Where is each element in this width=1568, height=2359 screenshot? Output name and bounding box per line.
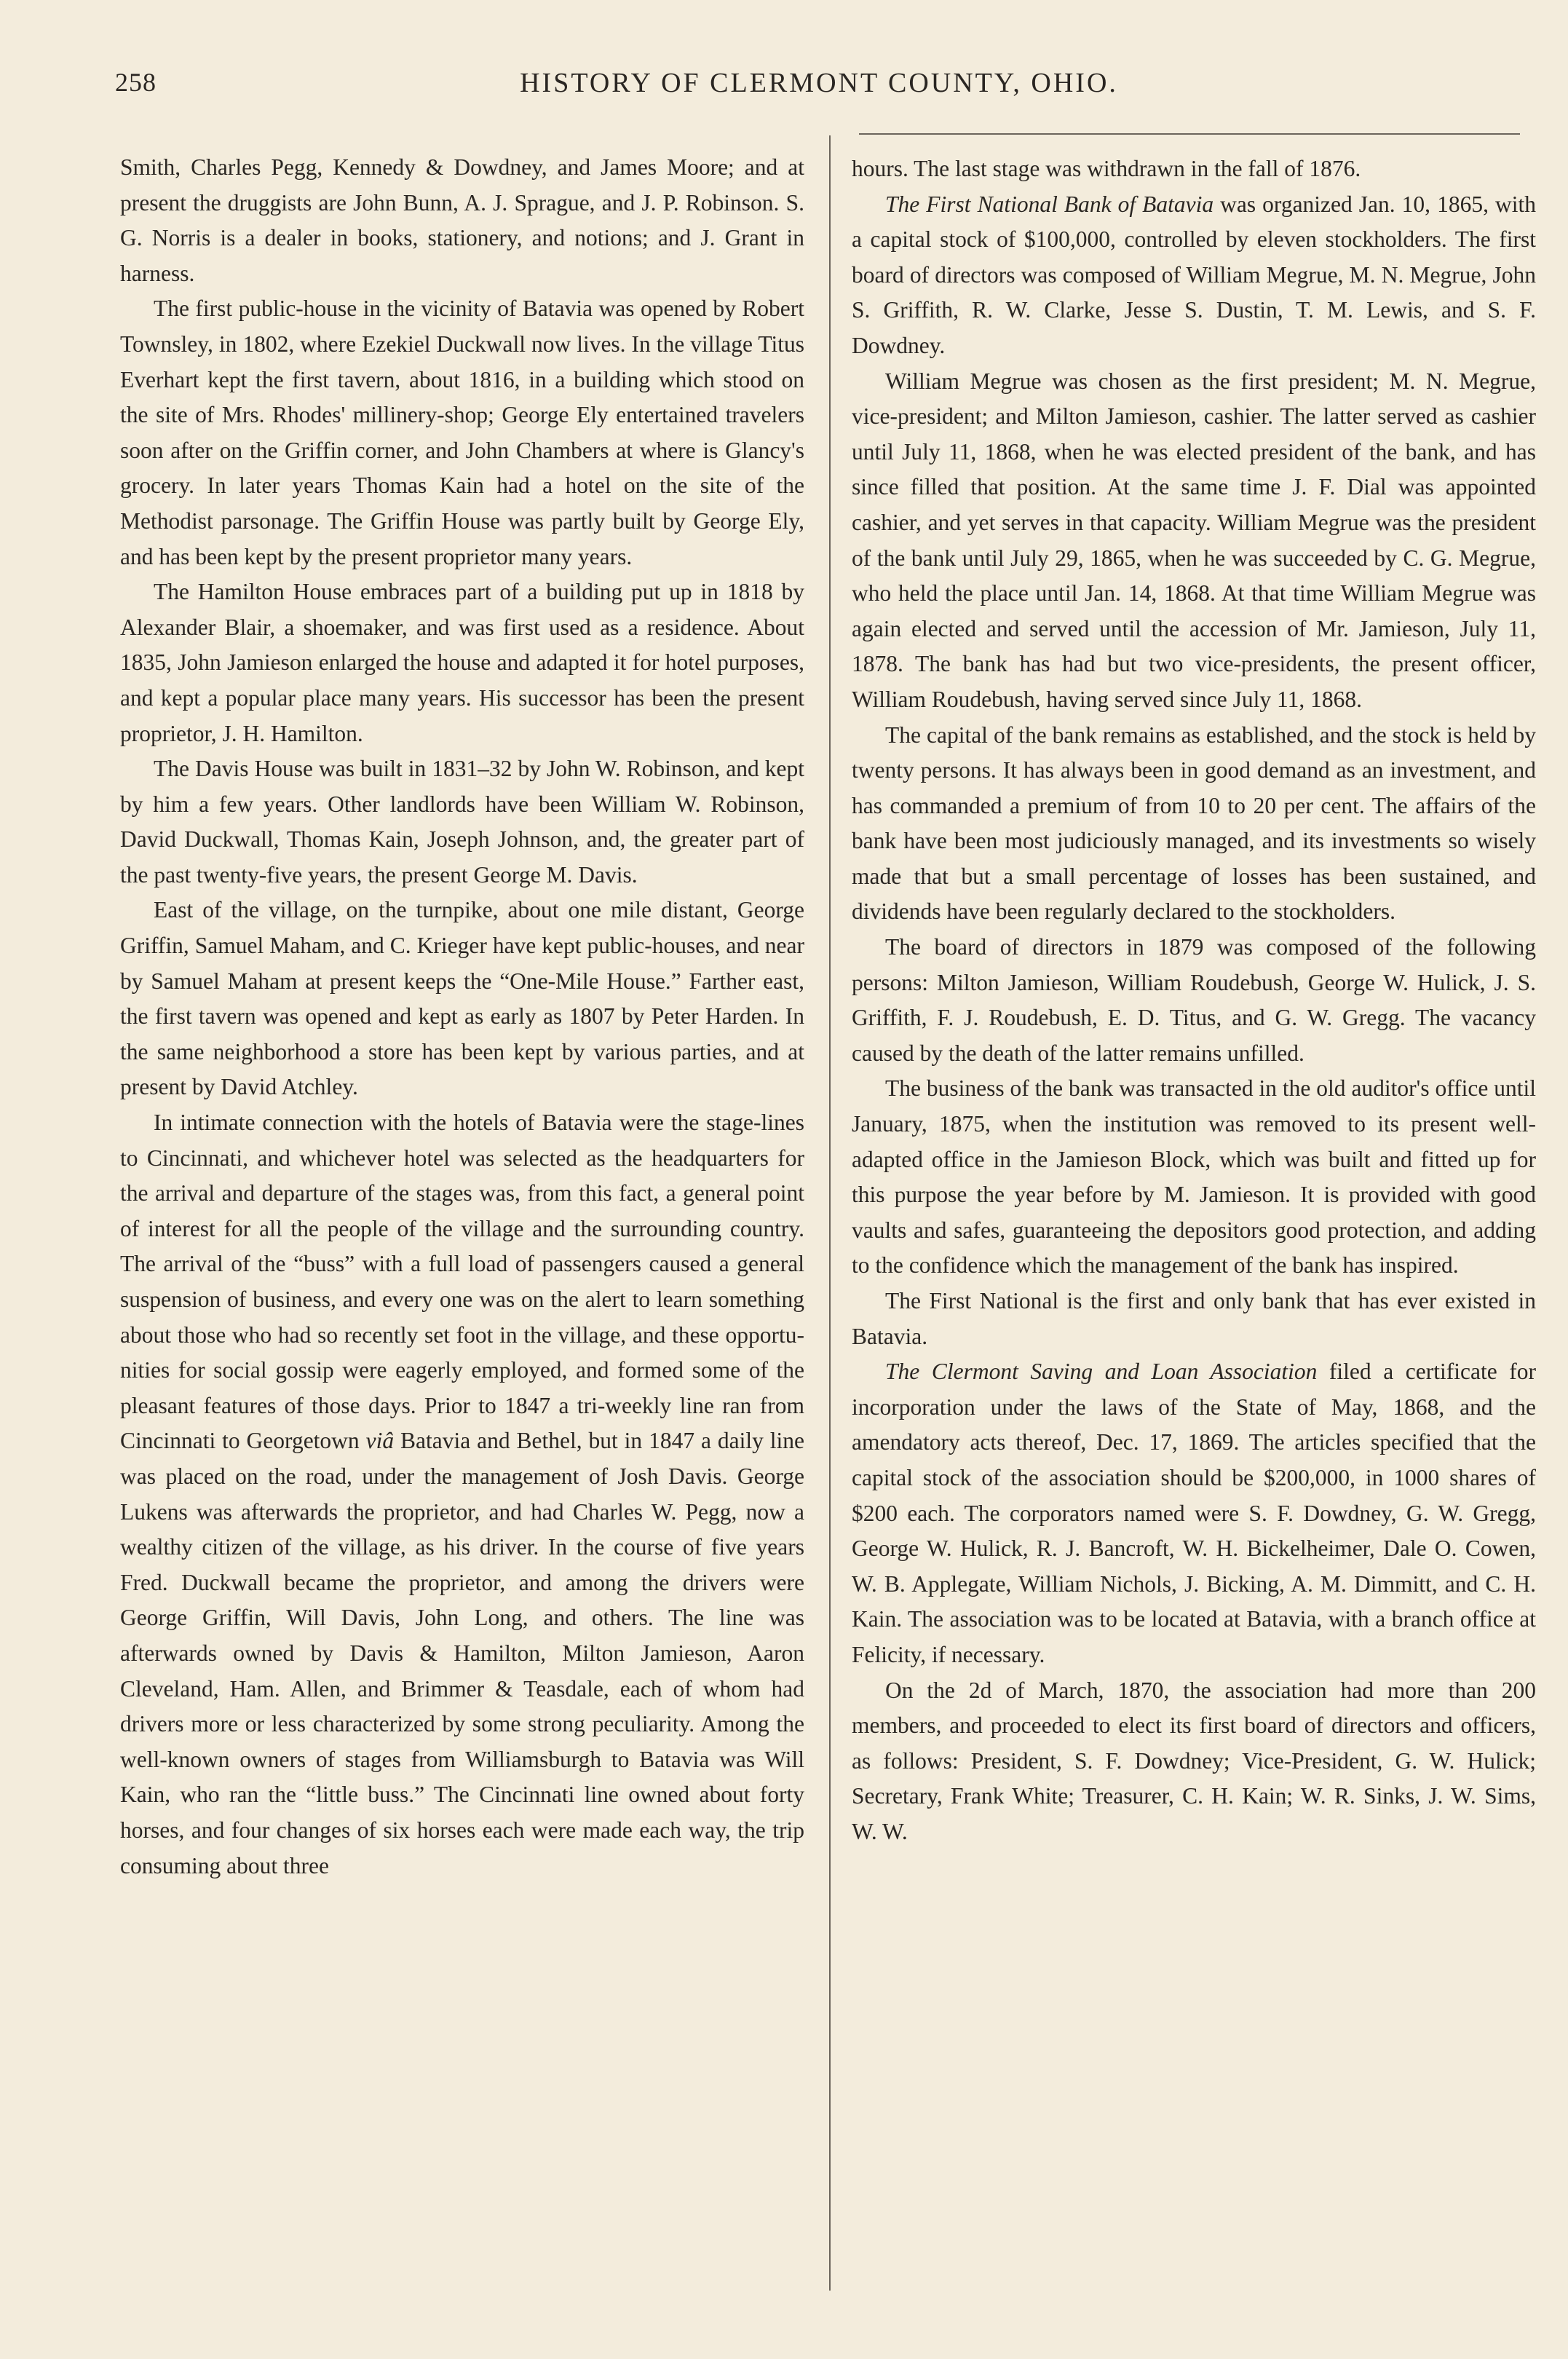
paragraph: The board of directors in 1879 was composed of the following persons: Milton Jamieson, William Roudebush, George W. Hulick, J. S. Griffith, F. J. Roudebush, E. D. Titus, and G. W. Gregg. The vacancy caused by the death of the latter remains unfilled. <box>852 934 1536 1066</box>
paragraph: On the 2d of March, 1870, the association had more than 200 members, and proceeded to elect its first board of directors and officers, as follows: President, S. F. Dowdney; Vice-President, G. W. Hulick; Secretary, Frank White; Treasurer, C. H. Kain; W. R. Sinks, J. W. Sims, W. W. <box>852 1677 1536 1844</box>
paragraph: Smith, Charles Pegg, Kennedy & Dowdney, and James Moore; and at present the druggists are John Bunn, A. J. Sprague, and J. P. Robinson. S. G. Norris is a dealer in books, stationery, and notions; and J. Grant in harness. <box>120 154 804 286</box>
page-header <box>115 67 1523 111</box>
paragraph-text: was organized Jan. 10, 1865, with a capital stock of $100,000, controlled by eleven stockholders. The first board of directors was composed of William Megrue, M. N. Megrue, John S. Griffith, R. W. Clarke, Jesse S. Dustin, T. M. Lewis, and S. F. Dowdney. <box>852 191 1536 358</box>
paragraph: The Hamilton House embraces part of a building put up in 1818 by Alexander Blair, a shoemaker, and was first used as a residence. About 1835, John Jamieson enlarged the house and adapted it for hotel purposes, and kept a popular place many years. His successor has been the present proprietor, J. H. Hamilton. <box>120 579 804 746</box>
section-title: The First National Bank of Batavia <box>885 191 1214 217</box>
italic-word: viâ <box>365 1428 395 1454</box>
paragraph <box>120 1105 804 1884</box>
paragraph: The business of the bank was transacted in the old auditor's office until January, 1875, when the institution was removed to its present well-adapted office in the Jamieson Block, which was built and fitted up for this purpose the year before by M. Jamieson. It is provided with good vaults and safes, guaranteeing the depositors good protection, and adding to the confidence which the management of the bank has inspired. <box>852 1075 1536 1279</box>
section-title: The Clermont Saving and Loan Association <box>885 1359 1318 1385</box>
paragraph: hours. The last stage was withdrawn in the fall of 1876. <box>852 156 1361 181</box>
paragraph: The Davis House was built in 1831–32 by John W. Robinson, and kept by him a few years. Other landlords have been William W. Robinson, David Duckwall, Thomas Kain, Joseph Johnson, and, the greater part of the past twenty-five years, the present George M. Davis. <box>120 756 804 888</box>
paragraph: East of the village, on the turnpike, about one mile distant, George Griffin, Samuel Maham, and C. Krieger have kept public-houses, and near by Samuel Maham at present keeps the “One-Mile House.” Farther east, the first tavern was opened and kept as early as 1807 by Peter Harden. In the same neighborhood a store has been kept by various parties, and at present by David Atchley. <box>120 897 804 1100</box>
paragraph: William Megrue was chosen as the first president; M. N. Megrue, vice-president; and Milton Jamieson, cashier. The latter served as cashier until July 11, 1868, when he was elected president of the bank, and has since filled that position. At the same time J. F. Dial was appointed cashier, and yet serves in that capacity. William Megrue was the president of the bank until July 29, 1865, when he was succeeded by C. G. Megrue, who held the place until Jan. 14, 1868. At that time William Megrue was again elected and served until the accession of Mr. Jamieson, July 11, 1878. The bank has had but two vice-presidents, the present officer, William Roudebush, having served since July 11, 1868. <box>852 368 1536 712</box>
paragraph-text: filed a certificate for incorporation under the laws of the State of May, 1868, and the amendatory acts thereof, Dec. 17, 1869. The articles specified that the capital stock of the association should be $200,000, in 1000 shares of $200 each. The corporators named were S. F. Dowdney, G. W. Gregg, George W. Hulick, R. J. Bancroft, W. H. Bickelheimer, Dale O. Cowen, W. B. Applegate, William Nichols, J. Bicking, A. M. Dimmitt, and C. H. Kain. The association was to be located at Batavia, with a branch office at Felicity, if necessary. <box>852 1359 1536 1667</box>
paragraph-text: Batavia and Bethel, but in 1847 a daily line was placed on the road, under the management of Josh Davis. George Lukens was afterwards the proprietor, and had Charles W. Pegg, now a wealthy citizen of the village, as his driver. In the course of five years Fred. Duckwall became the proprietor, and among the drivers were George Griffin, Will Davis, John Long, and others. The line was afterwards owned by Davis & Hamilton, Milton Jamieson, Aaron Cleveland, Ham. Allen, and Brimmer & Teasdale, each of whom had drivers more or less characterized by some strong peculiarity. Among the well-known owners of stages from Williamsburgh to Batavia was Will Kain, who ran the “little buss.” The Cincinnati line owned about forty horses, and four changes of six horses each were made each way, the trip consuming about three <box>120 1428 804 1878</box>
running-head: HISTORY OF CLERMONT COUNTY, OHIO. <box>520 68 1118 98</box>
page-number: 258 <box>115 68 157 97</box>
header-rule <box>859 133 1520 135</box>
left-column <box>120 150 804 1884</box>
column-divider <box>829 135 831 2291</box>
paragraph <box>852 187 1536 364</box>
paragraph <box>852 1354 1536 1672</box>
paragraph-text: In intimate connection with the hotels of Batavia were the stage-lines to Cincinnati, and whichever hotel was selected as the headquarters for the arrival and departure of the stages was, from this fact, a general point of interest for all the people of the village and the surrounding country. The arrival of the “buss” with a full load of passengers caused a general suspension of business, and every one was on the alert to learn something about those who had so recently set foot in the village, and these opportunities for social gossip were eagerly employed, and formed some of the pleasant features of those days. Prior to 1847 a tri-weekly line ran from Cincinnati to Georgetown <box>120 1110 804 1454</box>
paragraph: The First National is the first and only bank that has ever existed in Batavia. <box>852 1288 1536 1349</box>
paragraph: The first public-house in the vicinity of Batavia was opened by Robert Townsley, in 1802, where Ezekiel Duckwall now lives. In the village Titus Everhart kept the first tavern, about 1816, in a building which stood on the site of Mrs. Rhodes' millinery-shop; George Ely entertained travelers soon after on the Griffin corner, and John Chambers at where is Glancy's grocery. In later years Thomas Kain had a hotel on the site of the Methodist parsonage. The Griffin House was partly built by George Ely, and has been kept by the present proprietor many years. <box>120 296 804 569</box>
paragraph: The capital of the bank remains as established, and the stock is held by twenty persons. It has always been in good demand as an investment, and has commanded a premium of from 10 to 20 per cent. The affairs of the bank have been most judiciously managed, and its investments so wisely made that but a small percentage of losses has been sustained, and dividends have been regularly declared to the stockholders. <box>852 722 1536 925</box>
right-column <box>852 151 1536 1850</box>
